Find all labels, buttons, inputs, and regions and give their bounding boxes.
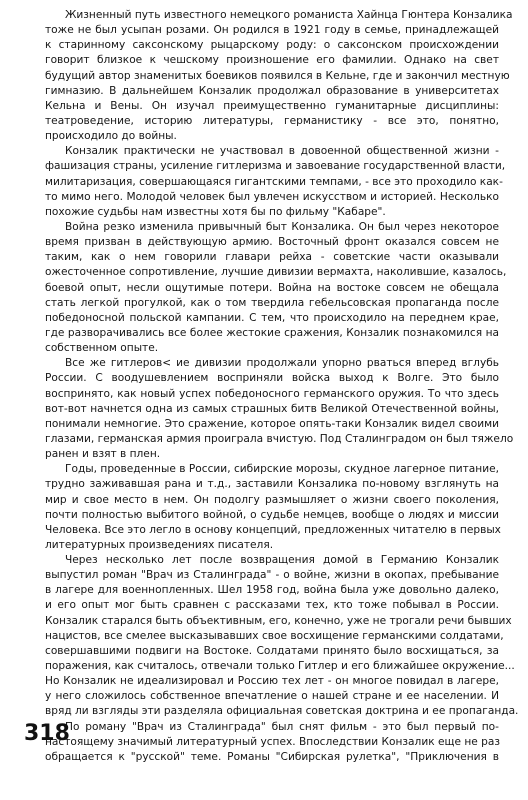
paragraph [45,8,513,144]
text-line: ранен и взят в плен. [45,448,161,461]
text-line: Конзалик старался быть объективным, его, конечно, уже не трогали речи бывших [45,614,512,627]
text-line: настоящему значимый литературный успех. Впоследствии Конзалик еще не раз [45,735,501,748]
text-line: вот-вот начнется одна из самых страшных битв Великой Отечественной войны, [45,402,499,415]
paragraph [45,553,519,720]
text-line: Годы, проведенные в России, сибирские морозы, скудное лагерное питание, [65,463,499,476]
text-line: литературных произведениях писателя. [45,538,274,551]
text-line: боевой опыт, несли ощутимые потери. Война на востоке совсем не обещала [45,281,499,294]
text-line: фашизация страны, усиление гитлеризма и завоевание государственной власти, [45,160,506,173]
text-line: к старинному саксонскому рыцарскому роду: о саксонском происхождении [45,39,499,52]
page-number: 318 [24,721,70,746]
text-line: говорит близкое к чешскому произношение его фамилии. Однако на свет [45,54,499,67]
text-line: в лагере для военнопленных. Шел 1958 год, война была уже довольно далеко, [45,584,499,597]
paragraph [45,720,499,765]
text-line: и его опыт мог быть сравнен с рассказами тех, кто тоже побывал в России. [45,599,499,612]
text-line: Но Конзалик не идеализировал и Россию тех лет - он многое повидал в лагере, [45,675,499,688]
text-line: обращается к "русской" теме. Романы "Сибирская рулетка", "Приключения в [45,750,499,763]
paragraph [45,220,507,356]
text-line: По роману "Врач из Сталинграда" был снят фильм - это был первый по- [65,720,499,733]
text-line: Война резко изменила привычный быт Конзалика. Он был через некоторое [65,220,499,233]
paragraph [45,462,499,553]
text-line: нацистов, все смелее высказывавших свое восхищение германскими солдатами, [45,629,504,642]
body-text [45,8,519,765]
text-line: Кельна и Вены. Он изучал преимущественно гуманитарные дисциплины: [45,99,499,112]
text-line: где разворачивались все более жестокие сражения, Конзалик познакомился на [45,326,499,339]
paragraph [45,356,514,462]
text-line: победоносной польской кампании. С тем, что происходило на переднем крае, [45,311,499,324]
text-line: милитаризация, совершающаяся гигантскими темпами, - все это проходило как- [45,175,503,188]
text-line: понимали немногие. Это сражение, которое опять-таки Конзалик видел своими [45,417,499,430]
text-line: театроведение, историю литературы, германистику - все это, понятно, [45,114,499,127]
text-line: России. С воодушевлением восприняли войска выход к Волге. Это было [45,372,499,385]
text-line: Конзалик практически не участвовал в довоенной общественной жизни - [65,145,499,158]
text-line: вряд ли взгляды эти разделяла официальная советская доктрина и ее пропаганда. [45,705,519,718]
text-line: воспринято, как новый успех победоносного германского оружия. То что здесь [45,387,499,400]
text-line: Человека. Все это легло в основу концепций, предложенных читателю в первых [45,523,501,536]
text-line: гимназию. В дальнейшем Конзалик продолжал образование в университетах [45,84,499,97]
text-line: у него сложилось собственное впечатление о нашей стране и ее населении. И [45,690,499,703]
text-line: стать легкой прогулкой, как о том твердила гебельсовская пропаганда после [45,296,499,309]
text-line: совершавшими подвиги на Востоке. Солдатами принято было восхищаться, за [45,644,499,657]
text-line: тоже не был усыпан розами. Он родился в 1921 году в семье, принадлежащей [45,24,499,37]
text-line: Через несколько лет после возвращения домой в Германию Конзалик [65,554,499,567]
text-line: время призван в действующую армию. Восточный фронт оказался совсем не [45,236,499,249]
text-line: таким, как о нем говорили главари рейха - советские части оказывали [45,251,499,264]
text-line: выпустил роман "Врач из Сталинграда" - о войне, жизни в окопах, пребывание [45,569,499,582]
text-line: почти полностью выбитого войной, о судьбе немцев, вообще о людях и миссии [45,508,499,521]
text-line: то мимо него. Молодой человек был увлечен искусством и историей. Несколько [45,190,499,203]
text-line: глазами, германская армия проиграла вчистую. Под Сталинградом он был тяжело [45,432,514,445]
text-line: собственном опыте. [45,342,159,355]
text-line: похожие судьбы нам известны хотя бы по фильму "Кабаре". [45,205,386,218]
paragraph [45,144,506,220]
text-line: трудно заживавшая рана и т.д., заставили Конзалика по-новому взглянуть на [45,478,499,491]
text-line: Жизненный путь известного немецкого романиста Хайнца Гюнтера Конзалика [65,9,513,21]
text-line: ожесточенное сопротивление, лучшие дивизии вермахта, наколившие, казалось, [45,266,507,279]
text-line: Все же гитлеров< ие дивизии продолжали упорно рваться вперед вглубь [65,357,499,370]
text-line: будущий автор знаменитых боевиков появился в Кельне, где и закончил местную [45,69,510,82]
text-line: происходило до войны. [45,130,177,143]
text-line: поражения, как считалось, отвечали только Гитлер и его ближайшее окружение... [45,660,515,673]
text-line: мир и свое место в нем. Он подолгу размышляет о жизни своего поколения, [45,493,499,506]
